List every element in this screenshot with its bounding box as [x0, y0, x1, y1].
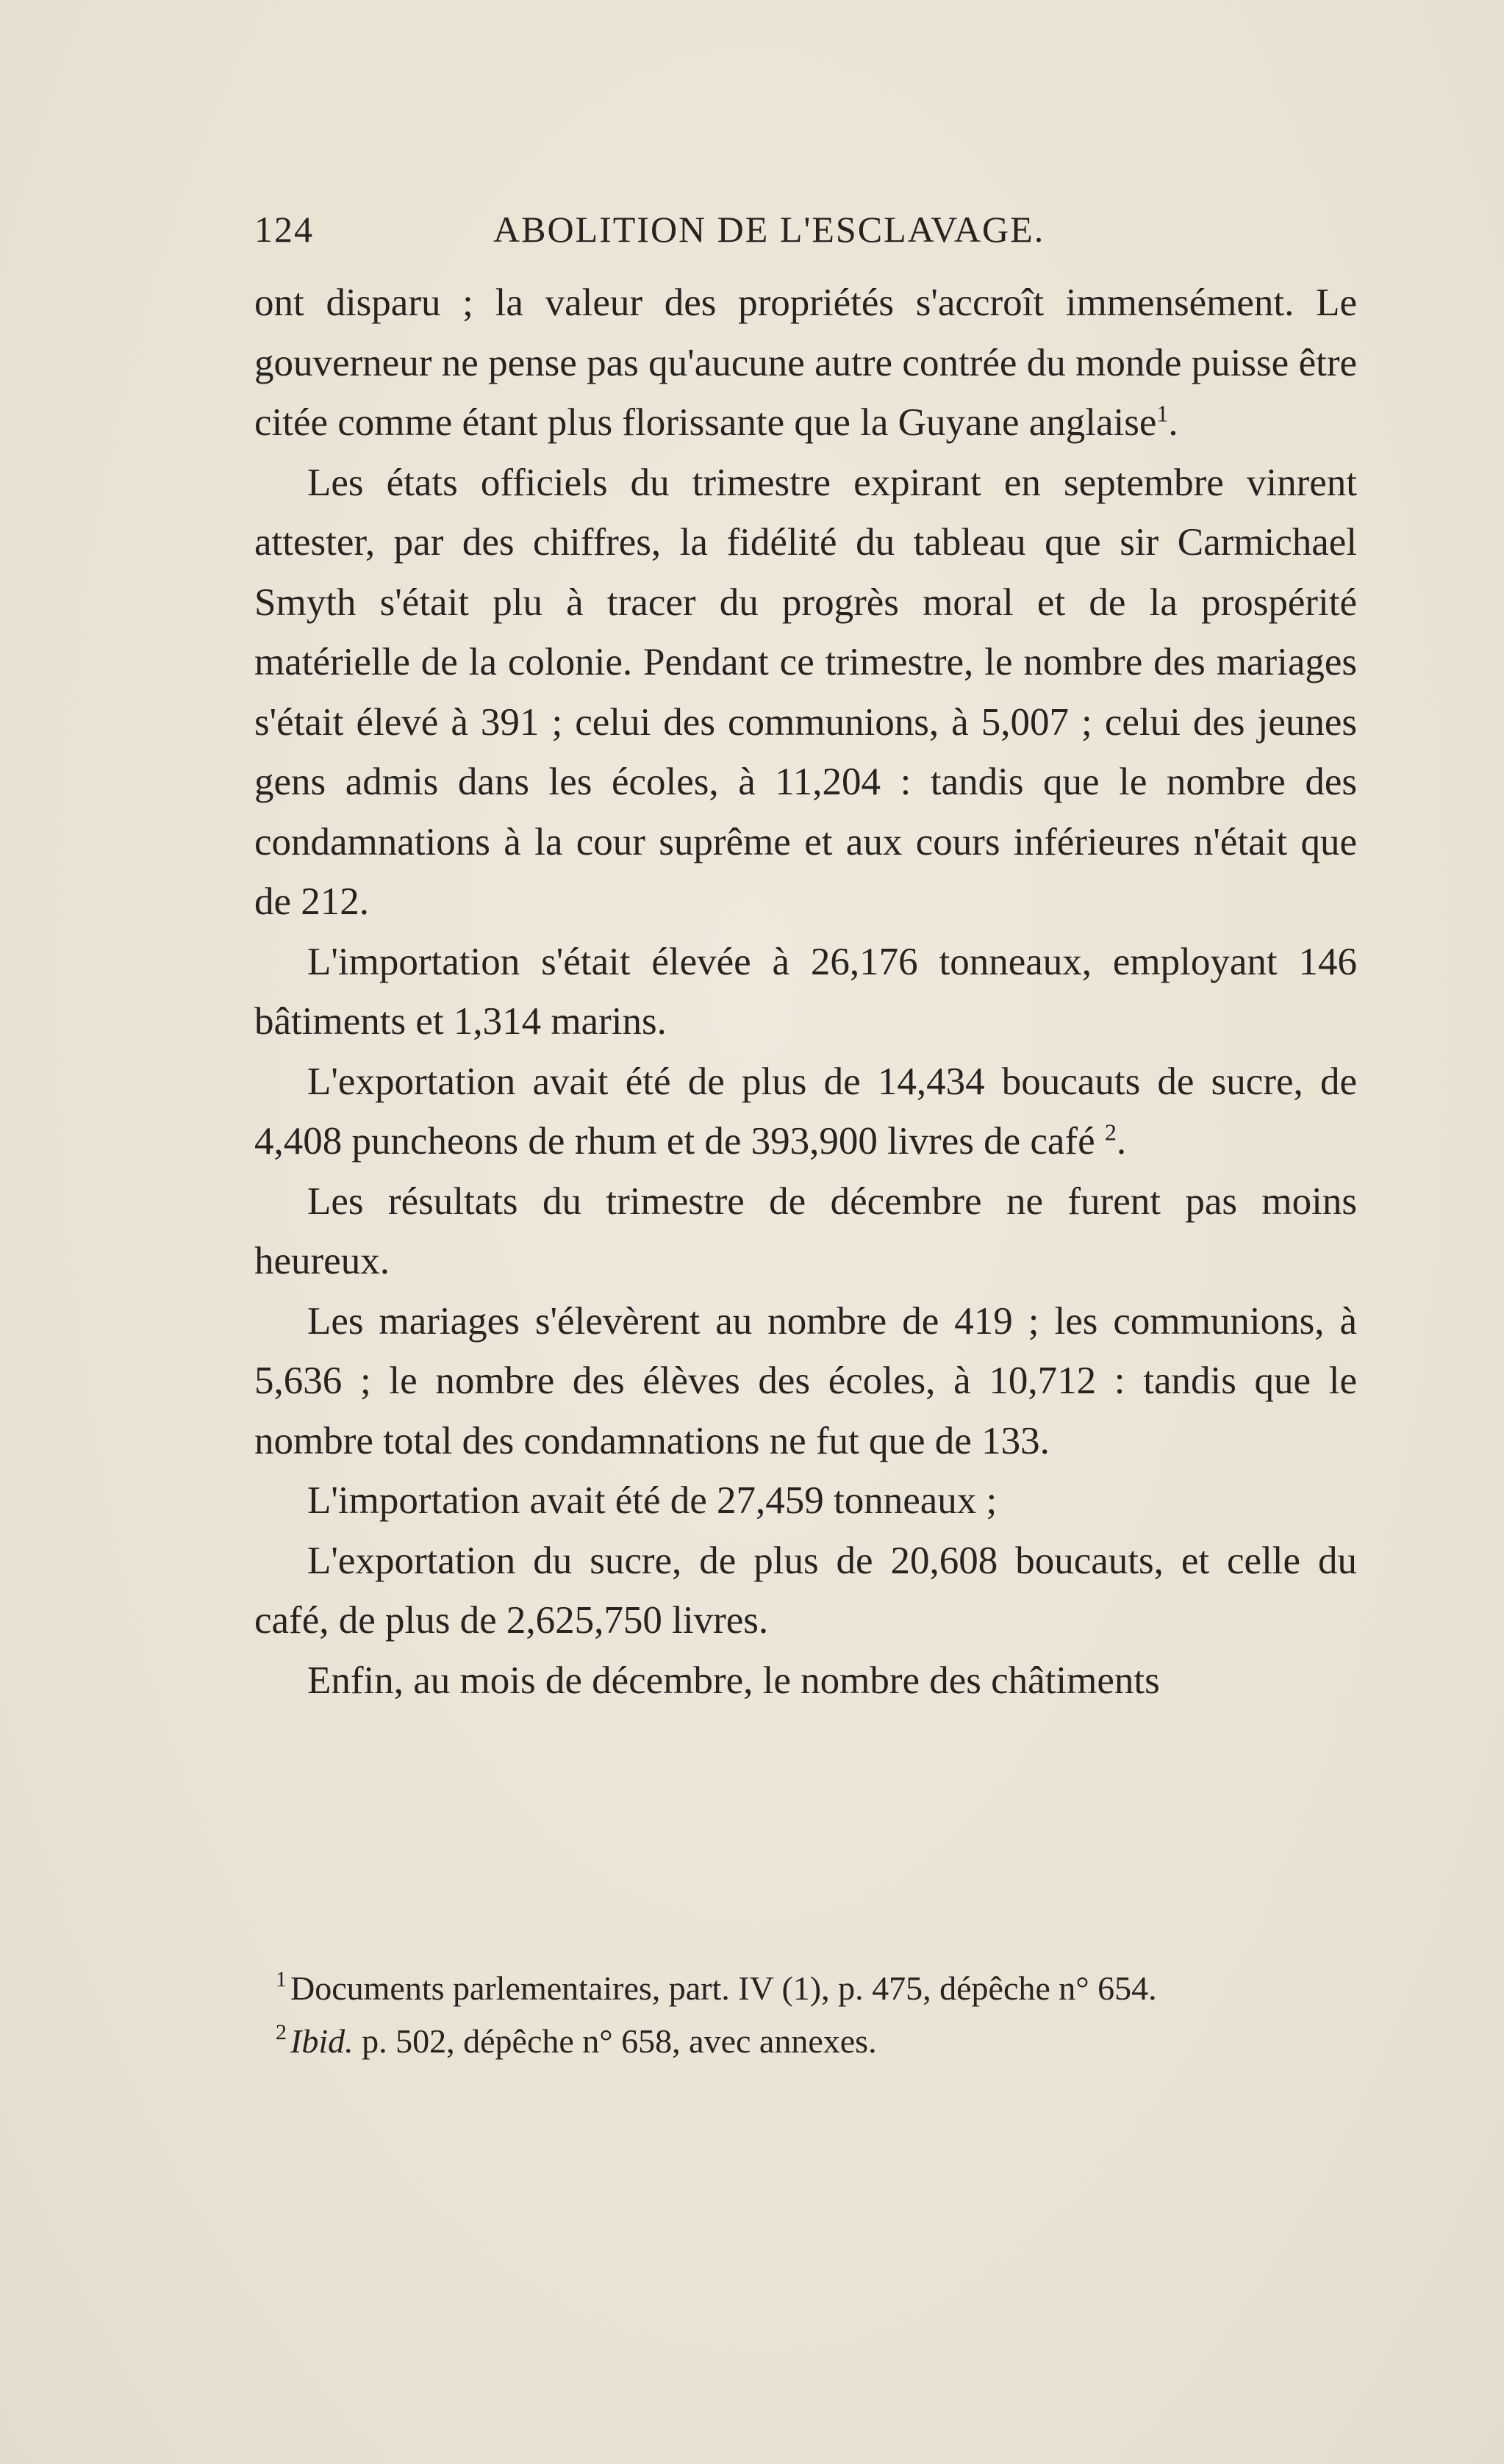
paragraph: Les résultats du trimestre de décembre ne furent pas moins heureux.	[254, 1179, 1357, 1282]
paragraph: L'exportation du sucre, de plus de 20,608 boucauts, et celle du café, de plus de 2,625,750 livres.	[254, 1539, 1357, 1642]
footnote-text: p. 502, dépêche n° 658, avec annexes.	[353, 2022, 877, 2060]
running-head: ABOLITION DE L'ESCLAVAGE.	[493, 209, 1045, 250]
paragraph: L'importation avait été de 27,459 tonneaux ;	[307, 1479, 998, 1522]
paragraph: L'exportation avait été de plus de 14,434 boucauts de sucre, de 4,408 puncheons de rhum et de 393,900 livres de café $^2$.	[254, 1060, 1357, 1163]
footnote	[276, 2015, 1356, 2068]
footnote-mark: 2	[276, 2020, 287, 2044]
body-text	[254, 273, 1357, 1711]
page-header	[254, 207, 1357, 251]
footnote-ibid: Ibid.	[290, 2022, 354, 2060]
paragraph: Enfin, au mois de décembre, le nombre des châtiments	[307, 1659, 1160, 1702]
footnote-text: Documents parlementaires, part. IV (1), p. 475, dépêche n° 654.	[290, 1969, 1157, 2007]
footnote-ref: 1	[1156, 400, 1169, 427]
footnote-mark: 1	[276, 1967, 287, 1991]
page-number: 124	[254, 209, 314, 250]
paragraph: ont disparu ; la valeur des propriétés s'accroît immensément. Le gouverneur ne pense pas qu'aucune autre contrée du monde puisse être citée comme étant plus florissante que la Guyane anglaise$^1$.	[254, 281, 1357, 444]
paragraph: Les états officiels du trimestre expirant en septembre vinrent attester, par des chiffres, la fidélité du tableau que sir Carmichael Smyth s'était plu à tracer du progrès moral et de la prospérité matérielle de la colonie. Pendant ce trimestre, le nombre des mariages s'était élevé à 391 ; celui des communions, à 5,007 ; celui des jeunes gens admis dans les écoles, à 11,204 : tandis que le nombre des condamnations à la cour suprême et aux cours inférieures n'était que de 212.	[254, 461, 1357, 923]
footnotes	[276, 1962, 1356, 2068]
footnote	[276, 1962, 1356, 2015]
paragraph: Les mariages s'élevèrent au nombre de 419 ; les communions, à 5,636 ; le nombre des élèves des écoles, à 10,712 : tandis que le nombre total des condamnations ne fut que de 133.	[254, 1299, 1357, 1462]
paragraph: L'importation s'était élevée à 26,176 tonneaux, employant 146 bâtiments et 1,314 marins.	[254, 940, 1357, 1043]
footnote-ref: 2	[1104, 1118, 1117, 1146]
